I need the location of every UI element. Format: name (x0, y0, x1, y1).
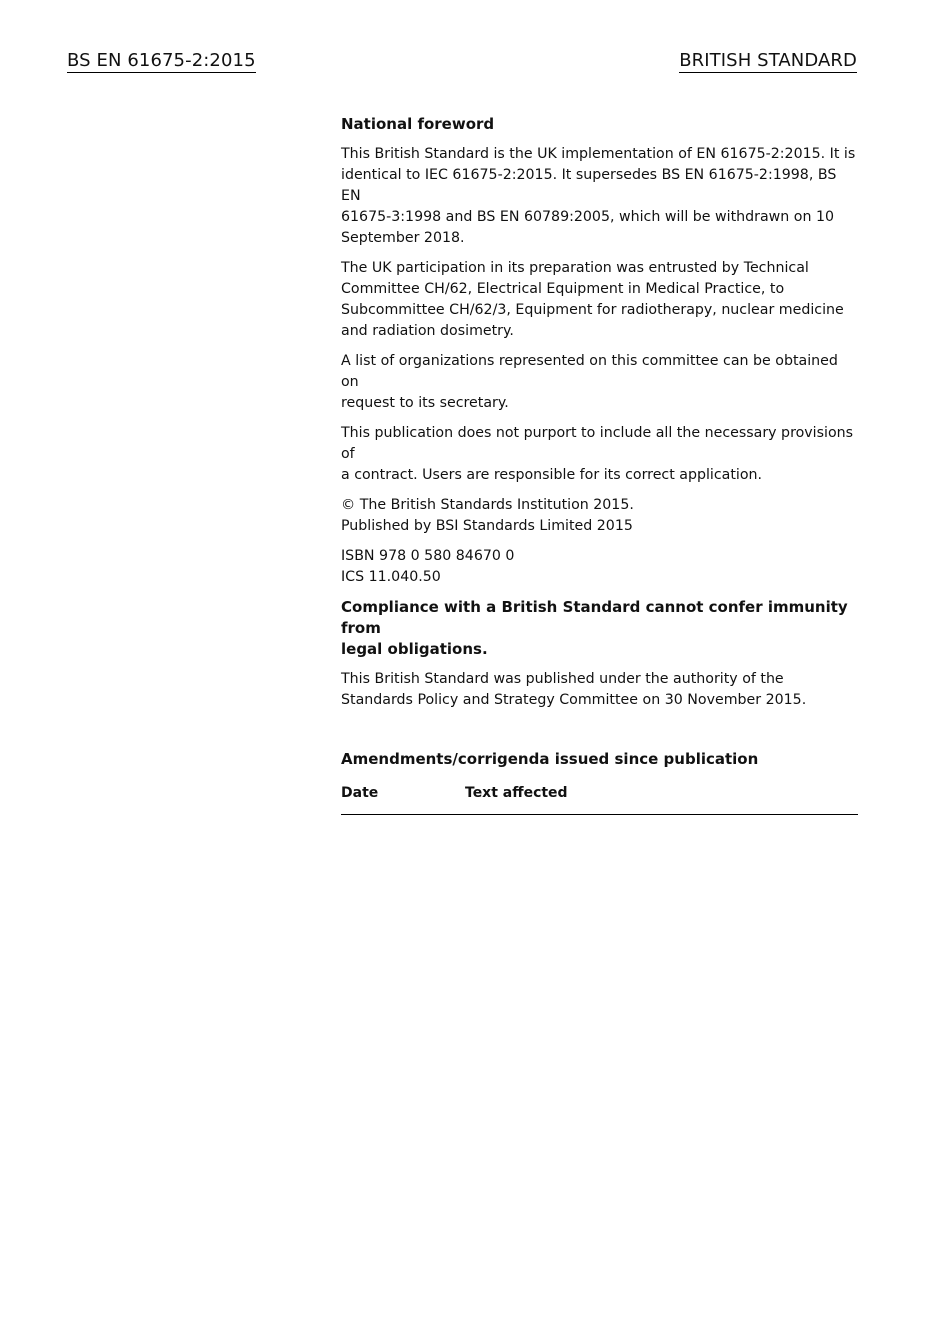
text-line: This British Standard is the UK implementation of EN 61675-2:2015. It is (341, 146, 856, 162)
text-line: September 2018. (341, 230, 465, 246)
text-line: Compliance with a British Standard cannot confer immunity from (341, 598, 848, 637)
text-line: legal obligations. (341, 640, 488, 658)
text-line: Committee CH/62, Electrical Equipment in Medical Practice, to (341, 281, 785, 297)
text-line: This British Standard was published under the authority of the (341, 671, 784, 687)
text-line: The UK participation in its preparation was entrusted by Technical (341, 260, 809, 276)
text-line: request to its secretary. (341, 395, 509, 411)
text-line: This publication does not purport to include all the necessary provisions of (341, 425, 854, 462)
amendments-table (341, 783, 858, 815)
compliance-statement (341, 597, 858, 660)
text-line: 61675-3:1998 and BS EN 60789:2005, which will be withdrawn on 10 (341, 209, 834, 225)
ics: ICS 11.040.50 (341, 569, 441, 585)
amendments-title: Amendments/corrigenda issued since publication (341, 750, 759, 768)
standard-label: BRITISH STANDARD (679, 50, 857, 71)
document-id: BS EN 61675-2:2015 (67, 50, 256, 71)
column-header-date: Date (341, 785, 379, 801)
provisions-paragraph (341, 423, 858, 486)
isbn: ISBN 978 0 580 84670 0 (341, 548, 515, 564)
text-line: Published by BSI Standards Limited 2015 (341, 518, 633, 534)
column-header-text-affected: Text affected (465, 785, 568, 801)
text-line: © The British Standards Institution 2015. (341, 497, 634, 513)
text-line: Standards Policy and Strategy Committee on 30 November 2015. (341, 692, 807, 708)
copyright-paragraph (341, 495, 858, 537)
foreword-title: National foreword (341, 115, 495, 133)
national-foreword (341, 114, 858, 815)
participation-paragraph (341, 258, 858, 342)
organizations-paragraph (341, 351, 858, 414)
text-line: and radiation dosimetry. (341, 323, 514, 339)
text-line: Subcommittee CH/62/3, Equipment for radiotherapy, nuclear medicine (341, 302, 844, 318)
identifiers-paragraph (341, 546, 858, 588)
authority-paragraph (341, 669, 858, 711)
text-line: identical to IEC 61675-2:2015. It supersedes BS EN 61675-2:1998, BS EN (341, 167, 837, 204)
implementation-paragraph (341, 144, 858, 249)
text-line: a contract. Users are responsible for its correct application. (341, 467, 763, 483)
text-line: A list of organizations represented on this committee can be obtained on (341, 353, 838, 390)
